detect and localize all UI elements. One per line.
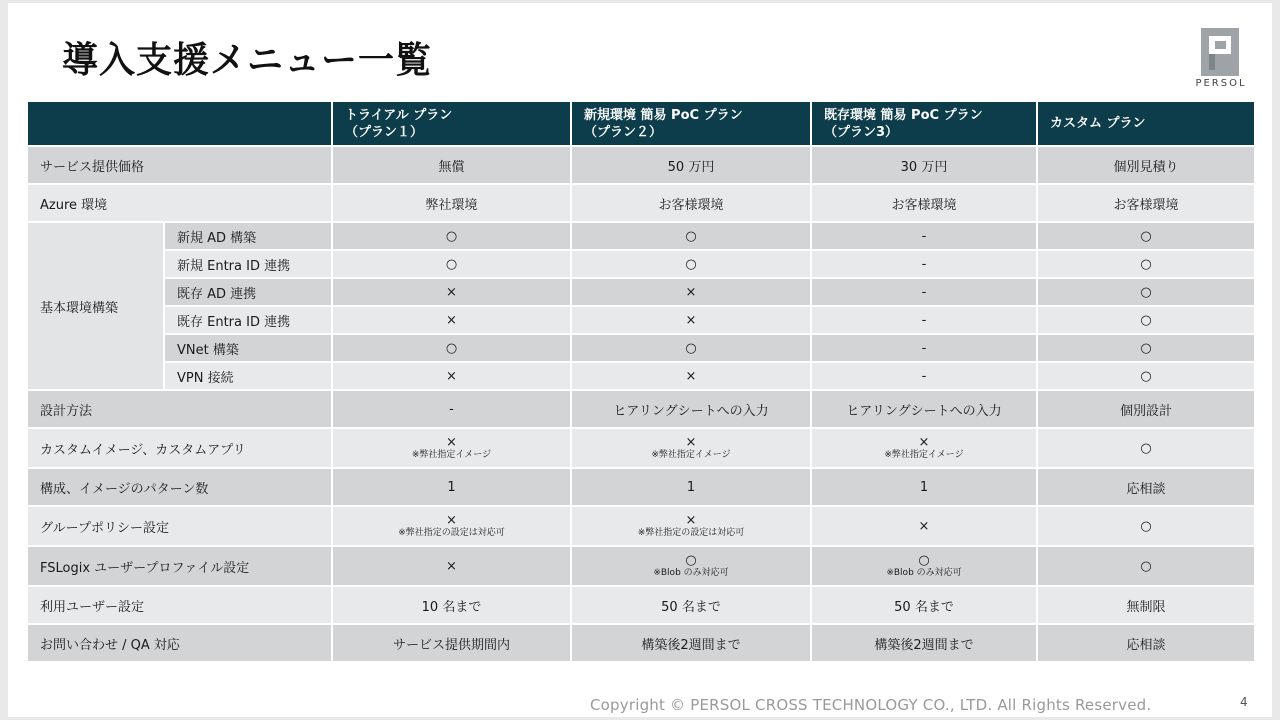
cell: ○: [1037, 250, 1255, 278]
cell: ○: [1037, 362, 1255, 390]
cell: お客様環境: [811, 184, 1037, 222]
cell: 50 名まで: [571, 586, 811, 624]
table-row-price: [27, 146, 1255, 184]
sub-row-label: 新規 AD 構築: [164, 222, 332, 250]
cell: 構築後2週間まで: [811, 624, 1037, 662]
cell: ○: [332, 334, 571, 362]
cell: 応相談: [1037, 624, 1255, 662]
sub-row-label: VNet 構築: [164, 334, 332, 362]
cell: ○: [332, 250, 571, 278]
cell: ヒアリングシートへの入力: [811, 390, 1037, 428]
cell: [332, 506, 571, 546]
cell: ×: [332, 278, 571, 306]
cell: 無償: [332, 146, 571, 184]
cell-note: ※弊社指定イメージ: [884, 450, 964, 460]
sub-row-label: 既存 AD 連携: [164, 278, 332, 306]
cell: ○: [571, 250, 811, 278]
table-row-basic-6: [27, 362, 1255, 390]
cell: ○: [1037, 334, 1255, 362]
cell-mark: ×: [685, 513, 697, 528]
header-custom-plan: カスタム プラン: [1037, 101, 1255, 146]
cell: [571, 506, 811, 546]
cell-note: ※弊社指定の設定は対応可: [637, 528, 745, 538]
slide-frame-top: [0, 0, 1280, 3]
cell: [571, 428, 811, 468]
cell: サービス提供期間内: [332, 624, 571, 662]
cell: -: [811, 278, 1037, 306]
cell-note: ※弊社指定イメージ: [651, 450, 731, 460]
cell: 構築後2週間まで: [571, 624, 811, 662]
row-label: カスタムイメージ、カスタムアプリ: [27, 428, 332, 468]
cell: ×: [571, 362, 811, 390]
cell: 30 万円: [811, 146, 1037, 184]
cell: ○: [1037, 278, 1255, 306]
page-number: 4: [1240, 695, 1248, 709]
slide-frame-right: [1272, 0, 1280, 720]
cell: ○: [571, 334, 811, 362]
cell: お客様環境: [1037, 184, 1255, 222]
cell-mark: ○: [685, 553, 697, 568]
cell-note: ※弊社指定イメージ: [411, 450, 492, 460]
cell-note: ※Blob のみ対応可: [886, 568, 962, 578]
cell: ×: [571, 278, 811, 306]
cell: [571, 546, 811, 586]
sub-row-label: 新規 Entra ID 連携: [164, 250, 332, 278]
table-row-custom-image: [27, 428, 1255, 468]
cell-mark: ×: [685, 435, 697, 450]
sub-row-label: VPN 接続: [164, 362, 332, 390]
row-label: 設計方法: [27, 390, 332, 428]
cell-mark: ○: [1140, 440, 1152, 456]
cell: ○: [1037, 506, 1255, 546]
cell: -: [811, 306, 1037, 334]
cell: 50 名まで: [811, 586, 1037, 624]
cell-note: ※弊社指定の設定は対応可: [398, 528, 505, 538]
cell: -: [332, 390, 571, 428]
row-label: グループポリシー設定: [27, 506, 332, 546]
cell: 無制限: [1037, 586, 1255, 624]
cell: 個別設計: [1037, 390, 1255, 428]
header-trial-plan: トライアル プラン （プラン１）: [332, 101, 571, 146]
table-row-fslogix: [27, 546, 1255, 586]
page-title: 導入支援メニュー一覧: [62, 40, 433, 81]
cell-note: ※Blob のみ対応可: [653, 568, 729, 578]
cell: ○: [1037, 546, 1255, 586]
table-row-basic-5: [27, 334, 1255, 362]
cell-mark: ○: [918, 553, 930, 568]
cell: ○: [1037, 222, 1255, 250]
sub-row-label: 既存 Entra ID 連携: [164, 306, 332, 334]
cell: 弊社環境: [332, 184, 571, 222]
row-label: サービス提供価格: [27, 146, 332, 184]
cell: 50 万円: [571, 146, 811, 184]
table-row-users: [27, 586, 1255, 624]
cell: [811, 428, 1037, 468]
table-row-group-policy: [27, 506, 1255, 546]
header-existing-poc-plan: 既存環境 簡易 PoC プラン （プラン3）: [811, 101, 1037, 146]
row-label: 構成、イメージのパターン数: [27, 468, 332, 506]
cell: ○: [571, 222, 811, 250]
table-row-basic-4: [27, 306, 1255, 334]
cell: -: [811, 334, 1037, 362]
table-row-azure: [27, 184, 1255, 222]
cell: -: [811, 362, 1037, 390]
cell: 1: [811, 468, 1037, 506]
row-label: お問い合わせ / QA 対応: [27, 624, 332, 662]
menu-table: [26, 100, 1256, 663]
logo-text: PERSOL: [1195, 78, 1247, 89]
header-corner: [27, 101, 332, 146]
cell: ×: [811, 506, 1037, 546]
persol-logo: [1190, 28, 1252, 92]
cell-mark: ×: [918, 435, 930, 450]
group-label-basic: 基本環境構築: [27, 222, 164, 390]
cell-mark: ×: [446, 513, 457, 528]
cell: ヒアリングシートへの入力: [571, 390, 811, 428]
cell: 1: [332, 468, 571, 506]
table-row-design: [27, 390, 1255, 428]
copyright-footer: Copyright © PERSOL CROSS TECHNOLOGY CO., LTD. All Rights Reserved.: [590, 696, 1152, 714]
cell: ×: [332, 306, 571, 334]
slide-frame-left: [0, 0, 8, 720]
table-header-row: [27, 101, 1255, 146]
cell: ×: [332, 546, 571, 586]
cell: 個別見積り: [1037, 146, 1255, 184]
cell: 応相談: [1037, 468, 1255, 506]
cell: -: [811, 222, 1037, 250]
cell: 10 名まで: [332, 586, 571, 624]
table-row-basic-3: [27, 278, 1255, 306]
row-label: FSLogix ユーザープロファイル設定: [27, 546, 332, 586]
cell: ○: [332, 222, 571, 250]
cell: [811, 546, 1037, 586]
header-new-poc-plan: 新規環境 簡易 PoC プラン （プラン２）: [571, 101, 811, 146]
row-label: Azure 環境: [27, 184, 332, 222]
cell: ×: [571, 306, 811, 334]
cell: ×: [332, 362, 571, 390]
cell: ○: [1037, 306, 1255, 334]
cell: -: [811, 250, 1037, 278]
cell: [332, 428, 571, 468]
row-label: 利用ユーザー設定: [27, 586, 332, 624]
persol-logo-icon: [1201, 28, 1239, 76]
table-row-support: [27, 624, 1255, 662]
table-row-basic-2: [27, 250, 1255, 278]
cell: [1037, 428, 1255, 468]
cell-mark: ×: [446, 435, 457, 450]
table-row-patterns: [27, 468, 1255, 506]
cell: 1: [571, 468, 811, 506]
cell: お客様環境: [571, 184, 811, 222]
table-row-basic-1: [27, 222, 1255, 250]
